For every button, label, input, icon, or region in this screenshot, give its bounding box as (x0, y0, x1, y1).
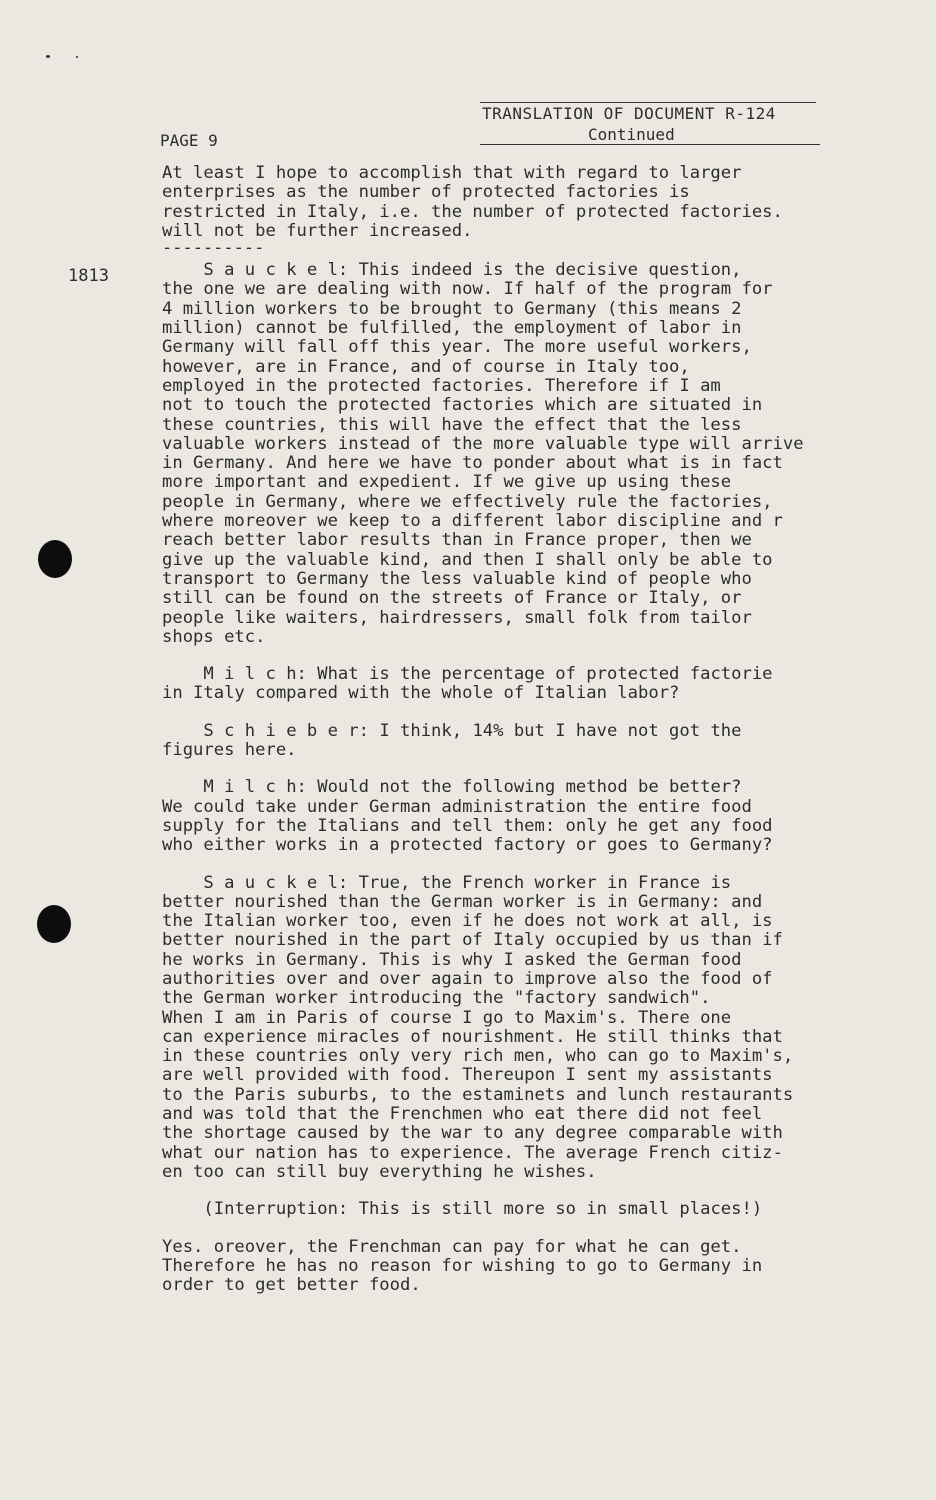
margin-page-reference: 1813 (68, 266, 109, 286)
paragraph-milch-2: M i l c h: Would not the following method be better? We could take under German administration the entire food supply for the Italians and tell them: only he get any food who either works in a protected factory or goes to Germany? (162, 777, 773, 856)
paragraph-closing: Yes. oreover, the Frenchman can pay for what he can get. Therefore he has no reason for wishing to go to Germany in order to get better food. (162, 1236, 763, 1296)
ink-speck (46, 55, 50, 58)
paragraph-schieber: S c h i e b e r: I think, 14% but I have not got the figures here. (162, 720, 742, 761)
page-number: PAGE 9 (160, 131, 218, 150)
paragraph-opening: At least I hope to accomplish that with regard to larger enterprises as the number of protected factories is restricted in Italy, i.e. the number of protected factories. will not be further increased. (162, 163, 783, 241)
continued-label: Continued (588, 125, 675, 144)
ink-speck (76, 56, 78, 58)
separator-line: ---------- (162, 238, 265, 259)
document-body (162, 164, 882, 1295)
punch-hole-lower (37, 905, 71, 943)
punch-hole-upper (38, 540, 72, 578)
document-title: TRANSLATION OF DOCUMENT R-124 (482, 104, 776, 123)
paragraph-sauckel-2: S a u c k e l: True, the French worker in France is better nourished than the German worker is in Germany: and the Italian worker too, even if he does not work at all, is better nourished in the part of Italy occupied by us than if he works in Germany. This is why I asked the German food authorities over and over again to improve also the food of the German worker introducing the "factory sandwich". When I am in Paris of course I go to Maxim's. There one can experience miracles of nourishment. He still thinks that in these countries only very rich men, who can go to Maxim's, are well provided with food. Thereupon I sent my assistants to the Paris suburbs, to the estaminets and lunch restaurants and was told that the Frenchmen who eat there did not feel the shortage caused by the war to any degree comparable with what our nation has to experience. The average French citiz- en too can still buy everything he wishes. (162, 872, 794, 1182)
paragraph-interruption: (Interruption: This is still more so in small places!) (162, 1199, 763, 1220)
header-rule-top (480, 102, 816, 103)
paragraph-milch-1: M i l c h: What is the percentage of protected factorie in Italy compared with the whole of Italian labor? (162, 664, 773, 704)
paragraph-sauckel-1: S a u c k e l: This indeed is the decisive question, the one we are dealing with now. If half of the program for 4 million workers to be brought to Germany (this means 2 million) cannot be fulfilled, the employment of labor in Germany will fall off this year. The more useful workers, however, are in France, and of course in Italy too, employed in the protected factories. Therefore if I am not to touch the protected factories which are situated in these countries, this will have the effect that the less valuable workers instead of the more valuable type will arrive in Germany. And here we have to ponder about what is in fact more important and expedient. If we give up using these people in Germany, where we effectively rule the factories, where moreover we keep to a different labor discipline and r reach better labor results than in France proper, then we give up the valuable kind, and then I shall only be able to transport to Germany the less valuable kind of people who still can be found on the streets of France or Italy, or people like waiters, hairdressers, small folk from tailor shops etc. (162, 260, 804, 647)
header-rule-bottom (480, 144, 820, 145)
